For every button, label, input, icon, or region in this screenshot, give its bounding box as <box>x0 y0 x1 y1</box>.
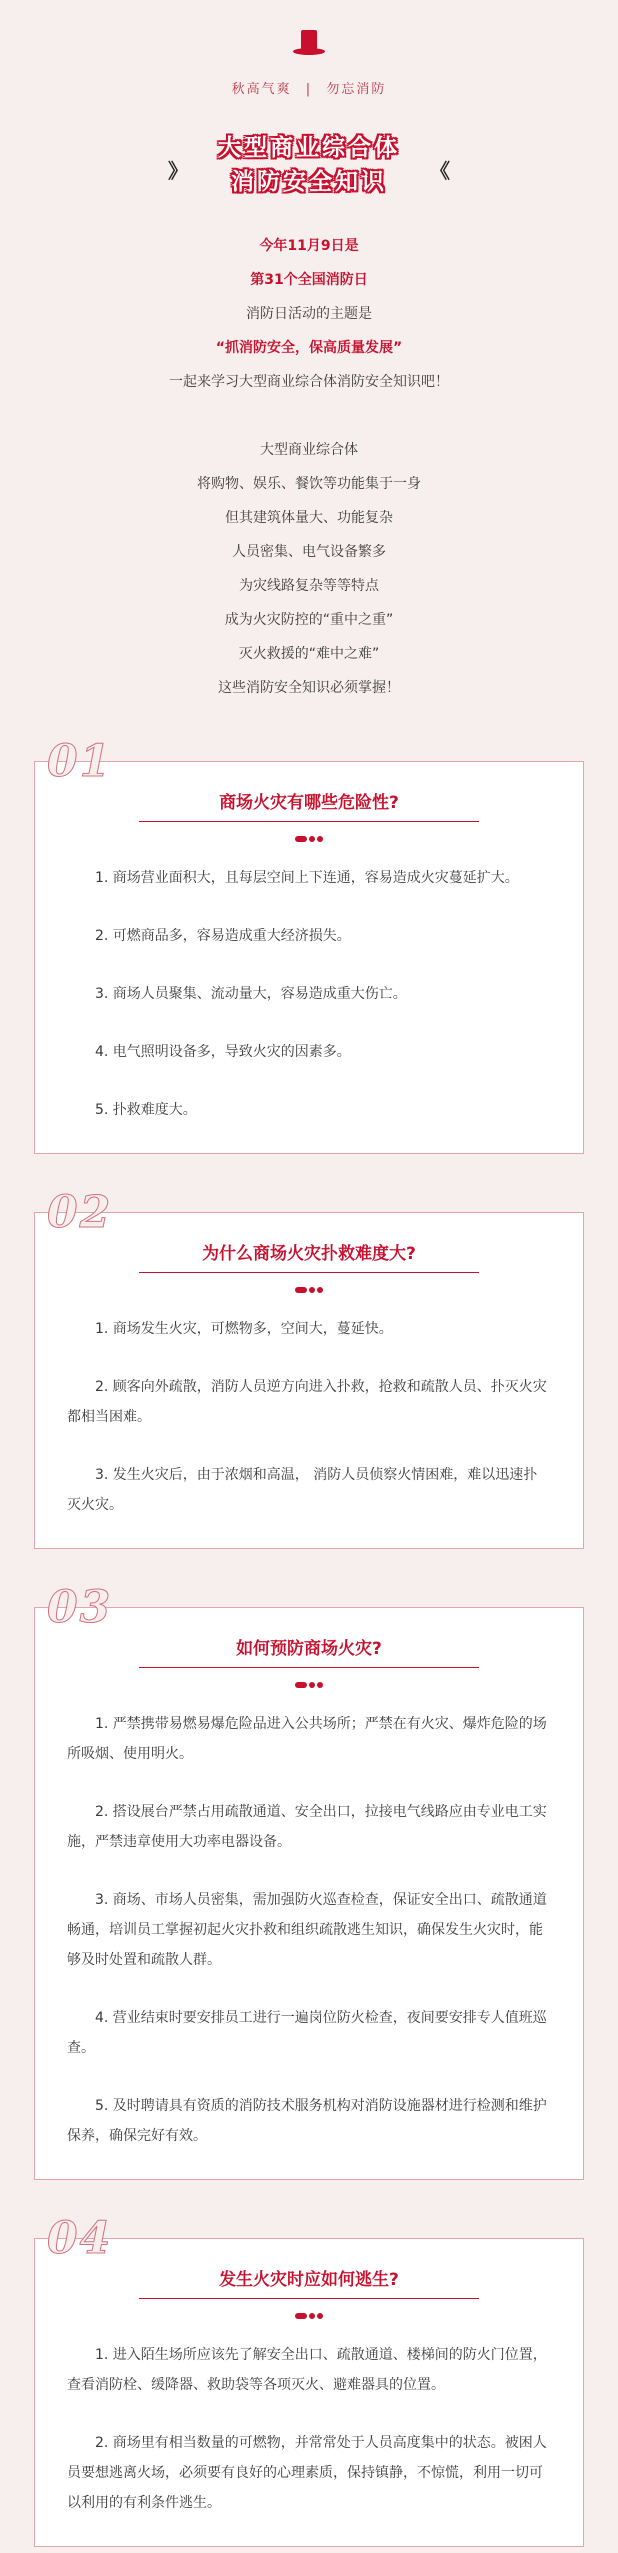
section-item: 4. 营业结束时要安排员工进行一遍岗位防火检查，夜间要安排专人值班巡查。 <box>67 2010 547 2056</box>
section-card <box>34 1582 584 2180</box>
intro-line: 将购物、娱乐、餐饮等功能集于一身 <box>197 476 421 492</box>
intro-line: 一起来学习大型商业综合体消防安全知识吧！ <box>169 374 449 390</box>
section-header <box>35 1213 583 1284</box>
section-title: 商场火灾有哪些危险性? <box>139 788 479 822</box>
chevron-left-icon: 《 <box>430 159 450 183</box>
red-hat-icon <box>293 30 325 56</box>
section-header <box>35 2239 583 2310</box>
section-number: 04 <box>47 2213 113 2264</box>
intro-line: 但其建筑体量大、功能复杂 <box>225 510 393 526</box>
section-item: 1. 商场营业面积大，且每层空间上下连通，容易造成火灾蔓延扩大。 <box>95 870 519 886</box>
section-card <box>34 736 584 1154</box>
card-list <box>0 736 618 2547</box>
intro-line: 今年11月9日是 <box>259 238 359 254</box>
kicker-left: 秋高气爽 <box>231 82 292 97</box>
section-body <box>35 1679 583 2179</box>
section-header <box>35 762 583 833</box>
section-number: 02 <box>47 1187 113 1238</box>
section-title: 如何预防商场火灾? <box>139 1634 479 1668</box>
section-item: 2. 搭设展台严禁占用疏散通道、安全出口，拉接电气线路应由专业电工实施，严禁违章使用大功率电器设备。 <box>67 1804 547 1850</box>
title-line-1: 大型商业综合体 <box>218 135 400 161</box>
section-body <box>35 833 583 1153</box>
chevron-right-icon: 》 <box>168 159 188 183</box>
kicker-separator: | <box>305 82 313 97</box>
intro-text <box>0 229 618 705</box>
section-body <box>35 2310 583 2546</box>
section-item: 3. 发生火灾后，由于浓烟和高温， 消防人员侦察火情困难，难以迅速扑灭火灾。 <box>67 1467 538 1513</box>
section-title: 发生火灾时应如何逃生? <box>139 2265 479 2299</box>
section-title: 为什么商场火灾扑救难度大? <box>139 1239 479 1273</box>
intro-line: 这些消防安全知识必须掌握！ <box>218 680 400 696</box>
title-line-2: 消防安全知识 <box>231 169 387 195</box>
section-item: 5. 及时聘请具有资质的消防技术服务机构对消防设施器材进行检测和维护保养，确保完好有效。 <box>67 2098 547 2144</box>
intro-theme: “抓消防安全，保高质量发展” <box>215 340 403 356</box>
section-header <box>35 1608 583 1679</box>
intro-line: 人员密集、电气设备繁多 <box>232 544 386 560</box>
intro-line: 消防日活动的主题是 <box>246 306 372 322</box>
intro-line: 为灾线路复杂等等特点 <box>239 578 379 594</box>
section-item: 2. 可燃商品多，容易造成重大经济损失。 <box>95 928 351 944</box>
section-item: 1. 严禁携带易燃易爆危险品进入公共场所；严禁在有火灾、爆炸危险的场所吸烟、使用明火。 <box>67 1716 547 1762</box>
section-item: 2. 顾客向外疏散，消防人员逆方向进入扑救，抢救和疏散人员、扑灭火灾都相当困难。 <box>67 1379 547 1425</box>
section-item: 2. 商场里有相当数量的可燃物，并常常处于人员高度集中的状态。被困人员要想逃离火场，必须要有良好的心理素质，保持镇静，不惊慌，利用一切可以利用的有利条件逃生。 <box>67 2435 547 2511</box>
section-item: 3. 商场人员聚集、流动量大，容易造成重大伤亡。 <box>95 986 407 1002</box>
page-title <box>0 131 618 199</box>
section-item: 1. 商场发生火灾，可燃物多，空间大，蔓延快。 <box>95 1321 393 1337</box>
section-item: 4. 电气照明设备多，导致火灾的因素多。 <box>95 1044 351 1060</box>
section-card <box>34 2213 584 2547</box>
section-body <box>35 1284 583 1548</box>
section-number: 01 <box>47 736 113 787</box>
section-card <box>34 1187 584 1549</box>
section-number: 03 <box>47 1582 113 1633</box>
section-item: 5. 扑救难度大。 <box>95 1102 197 1118</box>
kicker-right: 勿忘消防 <box>326 82 387 97</box>
intro-line: 灭火救援的“难中之难” <box>238 646 380 662</box>
intro-line: 大型商业综合体 <box>260 442 358 458</box>
section-item: 3. 商场、市场人员密集，需加强防火巡查检查，保证安全出口、疏散通道畅通，培训员工掌握初起火灾扑救和组织疏散逃生知识，确保发生火灾时，能够及时处置和疏散人群。 <box>67 1892 547 1968</box>
intro-line: 第31个全国消防日 <box>250 272 368 288</box>
section-item: 1. 进入陌生场所应该先了解安全出口、疏散通道、楼梯间的防火门位置，查看消防栓、缓降器、救助袋等各项灭火、避难器具的位置。 <box>67 2347 547 2393</box>
intro-line: 成为火灾防控的“重中之重” <box>224 612 394 628</box>
kicker <box>0 78 618 97</box>
